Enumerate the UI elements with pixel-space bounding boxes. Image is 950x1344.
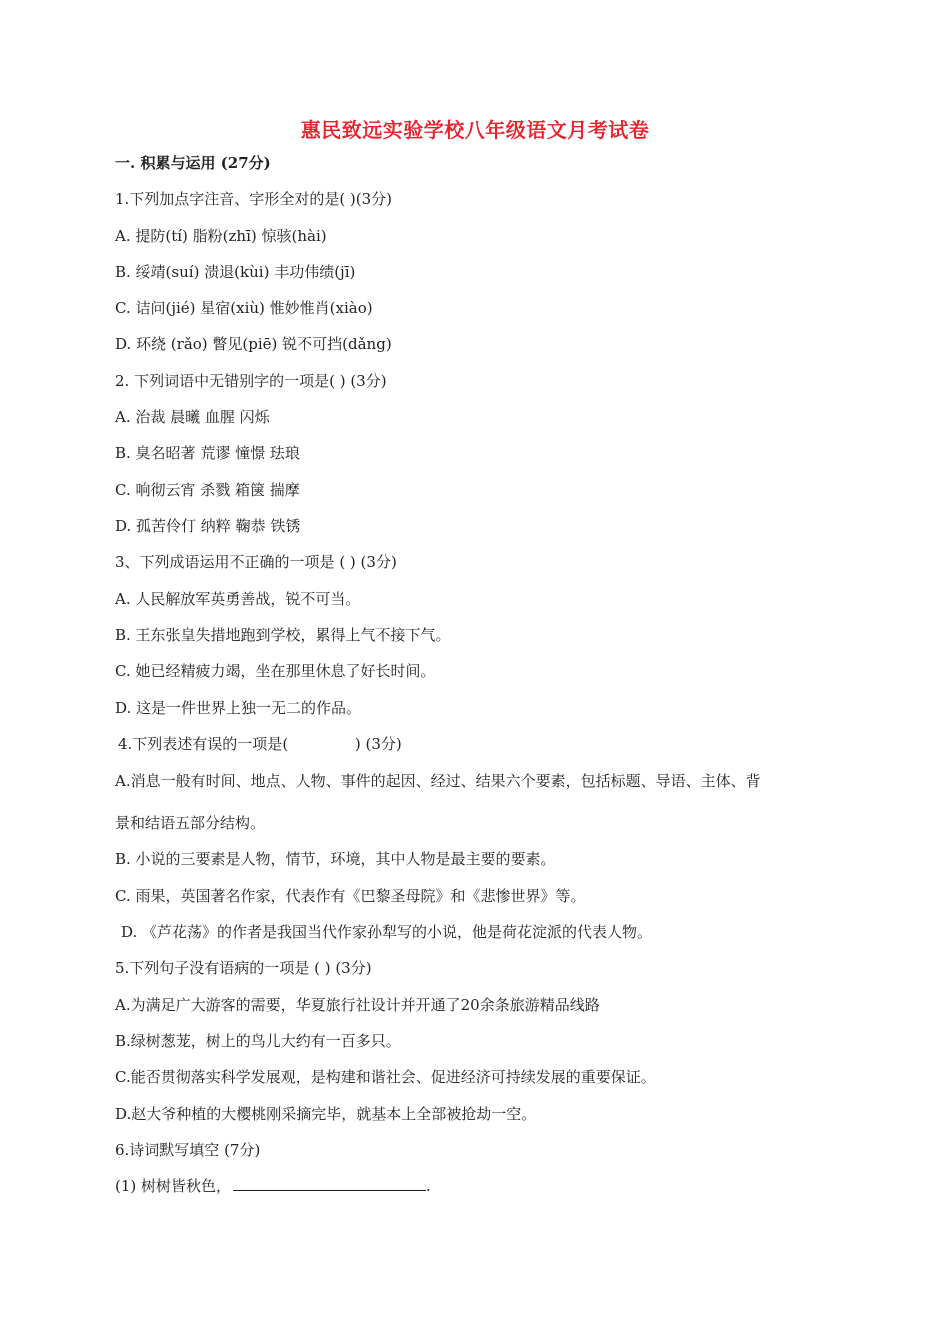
question-4-option-a-line2: 景和结语五部分结构。	[115, 814, 266, 832]
section-heading: 一. 积累与运用 (27分)	[115, 154, 271, 172]
question-3-option-a: A. 人民解放军英勇善战，锐不可当。	[115, 590, 361, 608]
question-5-stem: 5.下列句子没有语病的一项是 ( ) (3分)	[115, 959, 372, 977]
question-2-option-a: A. 治裁 晨曦 血腥 闪烁	[115, 408, 270, 426]
question-5-option-a: A.为满足广大游客的需要，华夏旅行社设计并开通了20余条旅游精品线路	[115, 996, 600, 1014]
question-3-stem: 3、下列成语运用不正确的一项是 ( ) (3分)	[115, 553, 397, 571]
question-4-option-c: C. 雨果，英国著名作家，代表作有《巴黎圣母院》和《悲惨世界》等。	[115, 887, 586, 905]
question-4-option-a-line1: A.消息一般有时间、地点、人物、事件的起因、经过、结果六个要素，包括标题、导语、主体、背	[115, 772, 761, 790]
question-5-option-d: D.赵大爷种植的大樱桃刚采摘完毕，就基本上全部被抢劫一空。	[115, 1105, 537, 1123]
question-1-option-c: C. 诘问(jié) 星宿(xiù) 惟妙惟肖(xiào)	[115, 299, 373, 317]
question-6-item-1-end: .	[426, 1177, 431, 1195]
question-5-option-b: B.绿树葱茏，树上的鸟儿大约有一百多只。	[115, 1032, 401, 1050]
question-3-option-c: C. 她已经精疲力竭，坐在那里休息了好长时间。	[115, 662, 436, 680]
question-2-option-d: D. 孤苦伶仃 纳粹 鞠恭 铁锈	[115, 517, 301, 535]
question-1-option-d: D. 环绕 (rǎo) 瞥见(piē) 锐不可挡(dǎng)	[115, 335, 392, 353]
question-4-option-d: D. 《芦花荡》的作者是我国当代作家孙犁写的小说，他是荷花淀派的代表人物。	[121, 923, 653, 941]
question-2-option-c: C. 响彻云宵 杀戮 箱箧 揣摩	[115, 481, 300, 499]
question-6-stem: 6.诗词默写填空 (7分)	[115, 1141, 261, 1159]
question-6-item-1-prompt: (1) 树树皆秋色，	[115, 1177, 232, 1195]
question-5-option-c: C.能否贯彻落实科学发展观，是构建和谐社会、促进经济可持续发展的重要保证。	[115, 1068, 656, 1086]
question-3-option-d: D. 这是一件世界上独一无二的作品。	[115, 699, 362, 717]
question-2-option-b: B. 臭名昭著 荒谬 憧憬 珐琅	[115, 444, 300, 462]
question-4-stem: 4.下列表述有误的一项是( ) (3分)	[118, 735, 402, 753]
question-6-item-1	[115, 1176, 431, 1196]
exam-title: 惠民致远实验学校八年级语文月考试卷	[300, 118, 650, 142]
question-1-option-b: B. 绥靖(suí) 溃退(kùi) 丰功伟绩(jī)	[115, 263, 356, 281]
question-3-option-b: B. 王东张皇失措地跑到学校，累得上气不接下气。	[115, 626, 451, 644]
question-1-option-a: A. 提防(tí) 脂粉(zhī) 惊骇(hài)	[115, 227, 327, 245]
question-4-option-b: B. 小说的三要素是人物，情节，环境，其中人物是最主要的要素。	[115, 850, 556, 868]
question-1-stem: 1.下列加点字注音、字形全对的是( )(3分)	[115, 190, 393, 208]
question-2-stem: 2. 下列词语中无错别字的一项是( ) (3分)	[115, 372, 387, 390]
answer-blank[interactable]	[233, 1176, 426, 1191]
